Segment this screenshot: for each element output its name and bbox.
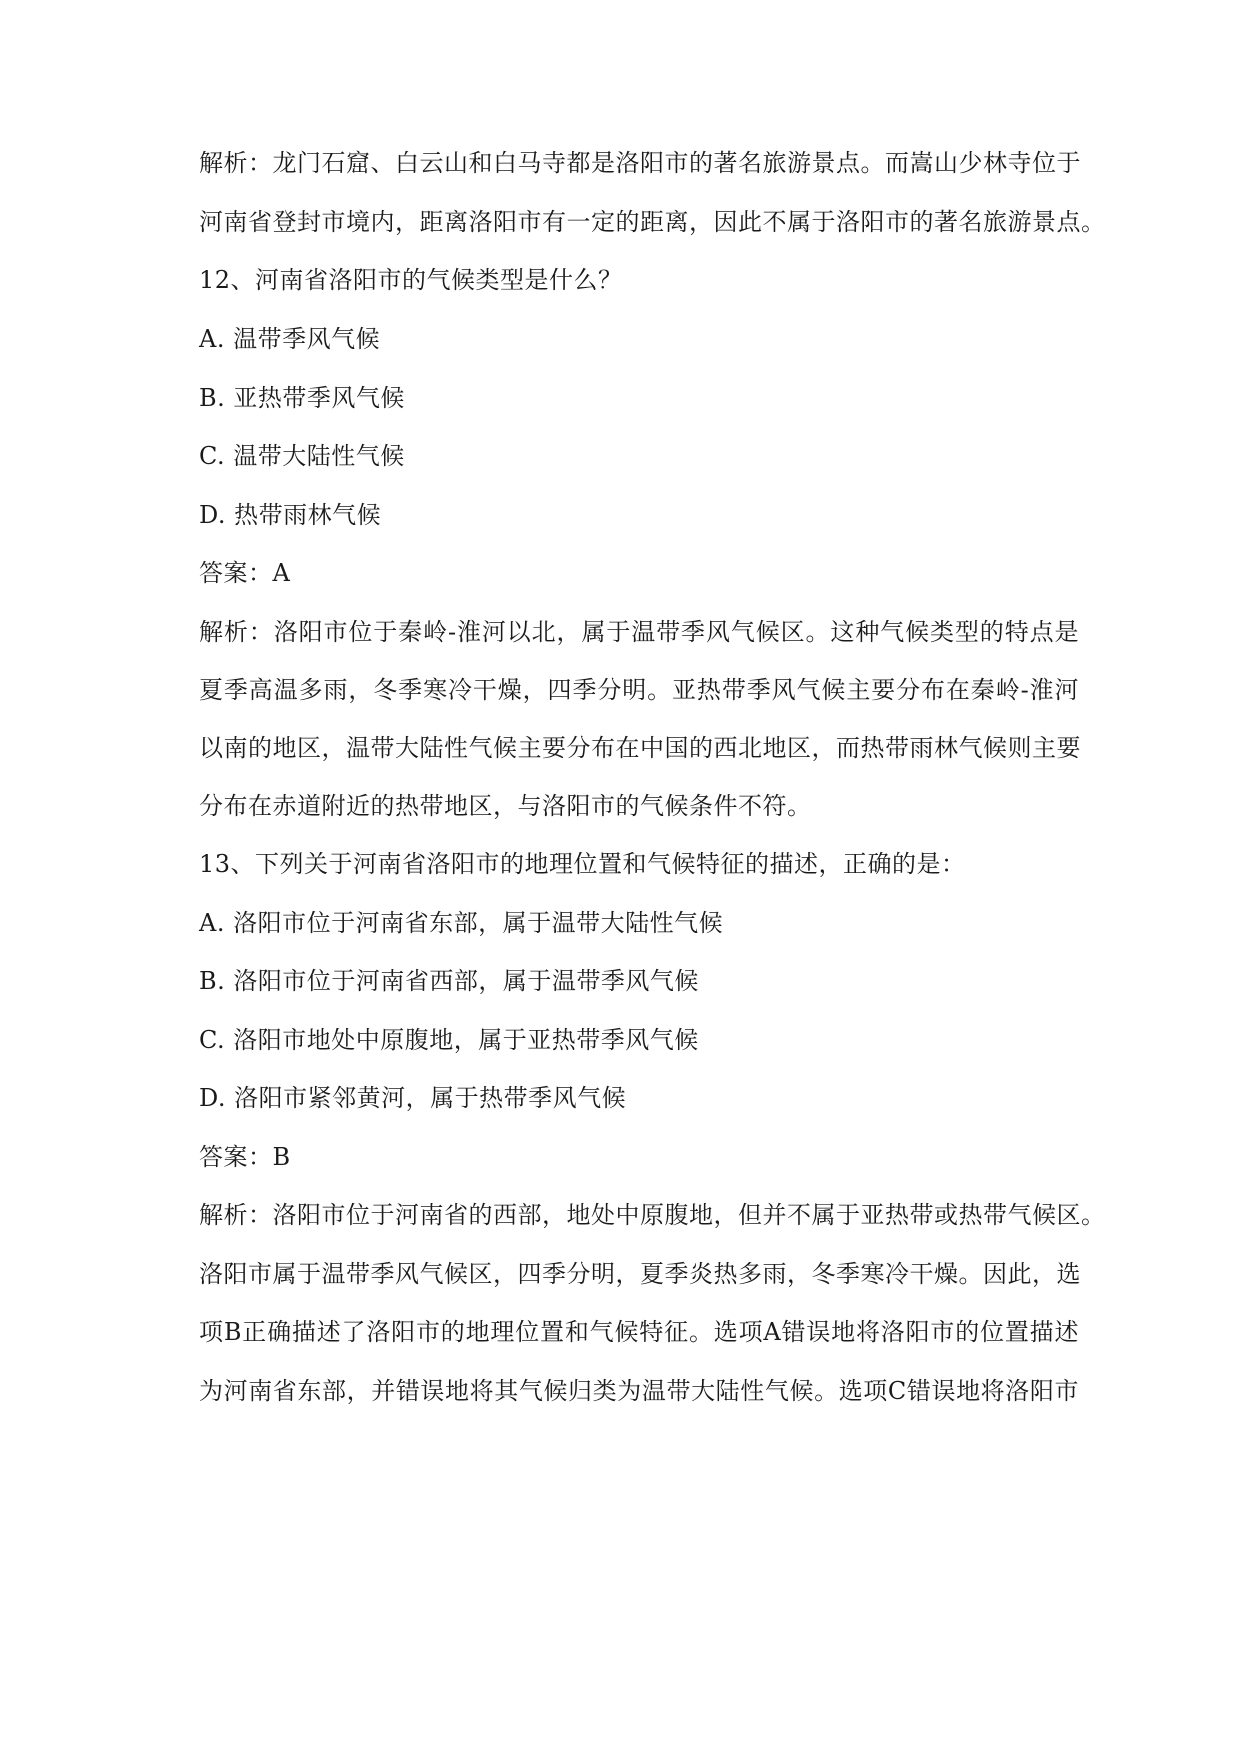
question-12-option-b: B. 亚热带季风气候 xyxy=(199,384,405,412)
explanation-13-line-3: 项B正确描述了洛阳市的地理位置和气候特征。选项A错误地将洛阳市的位置描述 xyxy=(199,1318,1079,1346)
question-13-option-a: A. 洛阳市位于河南省东部，属于温带大陆性气候 xyxy=(199,909,724,937)
question-13-option-c: C. 洛阳市地处中原腹地，属于亚热带季风气候 xyxy=(199,1026,699,1054)
explanation-12-line-2: 夏季高温多雨，冬季寒冷干燥，四季分明。亚热带季风气候主要分布在秦岭-淮河 xyxy=(199,676,1079,704)
question-13: 13、下列关于河南省洛阳市的地理位置和气候特征的描述，正确的是： xyxy=(199,850,966,878)
question-13-option-d: D. 洛阳市紧邻黄河，属于热带季风气候 xyxy=(199,1084,627,1112)
question-13-answer: 答案：B xyxy=(199,1143,291,1171)
explanation-13-line-1: 解析：洛阳市位于河南省的西部，地处中原腹地，但并不属于亚热带或热带气候区。 xyxy=(199,1201,1106,1229)
question-12: 12、河南省洛阳市的气候类型是什么？ xyxy=(199,266,623,294)
explanation-12-line-4: 分布在赤道附近的热带地区，与洛阳市的气候条件不符。 xyxy=(199,792,812,820)
explanation-13-line-4: 为河南省东部，并错误地将其气候归类为温带大陆性气候。选项C错误地将洛阳市 xyxy=(199,1377,1079,1405)
question-12-option-c: C. 温带大陆性气候 xyxy=(199,442,405,470)
explanation-12-line-1: 解析：洛阳市位于秦岭-淮河以北，属于温带季风气候区。这种气候类型的特点是 xyxy=(199,618,1079,646)
explanation-12-line-3: 以南的地区，温带大陆性气候主要分布在中国的西北地区，而热带雨林气候则主要 xyxy=(199,734,1081,762)
explanation-11-line-1: 解析：龙门石窟、白云山和白马寺都是洛阳市的著名旅游景点。而嵩山少林寺位于 xyxy=(199,149,1081,177)
question-12-option-a: A. 温带季风气候 xyxy=(199,325,381,353)
question-13-option-b: B. 洛阳市位于河南省西部，属于温带季风气候 xyxy=(199,967,699,995)
explanation-11-line-2: 河南省登封市境内，距离洛阳市有一定的距离，因此不属于洛阳市的著名旅游景点。 xyxy=(199,208,1106,236)
explanation-13-line-2: 洛阳市属于温带季风气候区，四季分明，夏季炎热多雨，冬季寒冷干燥。因此，选 xyxy=(199,1260,1081,1288)
question-12-option-d: D. 热带雨林气候 xyxy=(199,501,382,529)
question-12-answer: 答案：A xyxy=(199,559,291,587)
